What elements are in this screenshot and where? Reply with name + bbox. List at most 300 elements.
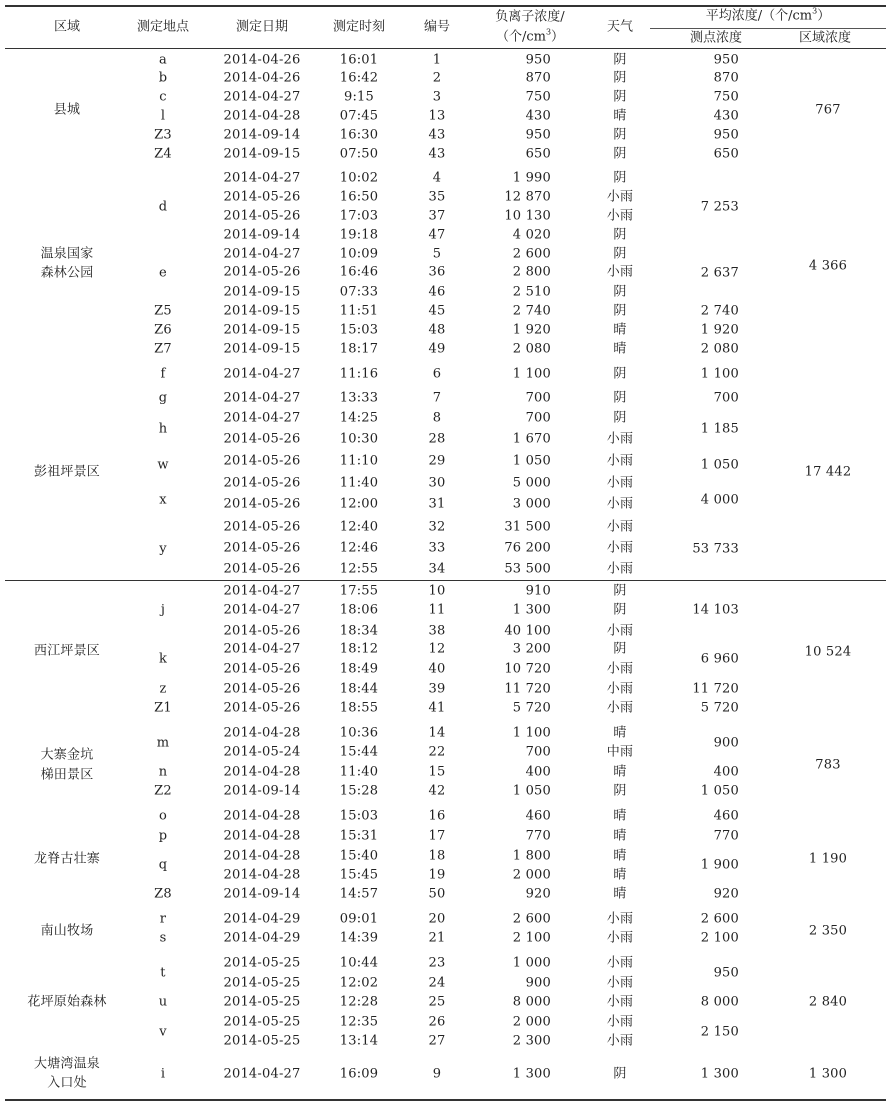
site-label: x xyxy=(159,492,167,508)
site-average: 7 253 xyxy=(700,199,739,215)
measurement-date: 2014-09-15 xyxy=(223,322,301,338)
measurement-time: 18:17 xyxy=(339,341,379,357)
measurement-date: 2014-04-27 xyxy=(223,89,301,105)
weather-cell: 晴 xyxy=(613,725,627,741)
table-top-rule xyxy=(5,5,886,7)
site-average: 920 xyxy=(713,886,739,902)
measurement-time: 16:01 xyxy=(339,52,379,68)
site-average: 460 xyxy=(713,808,739,824)
measurement-date: 2014-04-29 xyxy=(223,930,301,946)
measurement-date: 2014-04-28 xyxy=(223,808,301,824)
header-site-average: 测点浓度 xyxy=(689,30,743,46)
site-average: 2 100 xyxy=(700,930,739,946)
header-concentration-line1: 负离子浓度/ xyxy=(495,9,565,25)
weather-cell: 阴 xyxy=(613,127,627,143)
site-label: v xyxy=(159,1024,167,1040)
measurement-time: 10:02 xyxy=(339,170,379,186)
ion-concentration: 950 xyxy=(525,52,551,68)
weather-cell: 小雨 xyxy=(606,700,634,716)
measurement-time: 11:40 xyxy=(339,475,379,491)
weather-cell: 阴 xyxy=(613,246,627,262)
site-average: 8 000 xyxy=(700,994,739,1010)
measurement-time: 12:02 xyxy=(339,975,379,991)
site-average: 950 xyxy=(713,965,739,981)
ion-concentration: 1 920 xyxy=(512,322,551,338)
measurement-date: 2014-05-26 xyxy=(223,264,301,280)
measurement-time: 18:55 xyxy=(339,700,379,716)
sample-number: 47 xyxy=(428,227,446,243)
weather-cell: 小雨 xyxy=(606,1033,634,1049)
site-label: Z8 xyxy=(154,886,172,902)
site-label: o xyxy=(158,808,168,824)
ion-concentration: 1 990 xyxy=(512,170,551,186)
weather-cell: 晴 xyxy=(613,341,627,357)
site-average: 1 185 xyxy=(700,421,739,437)
weather-cell: 晴 xyxy=(613,322,627,338)
region-average: 767 xyxy=(815,102,841,118)
header-time: 测定时刻 xyxy=(332,19,386,35)
sample-number: 7 xyxy=(432,390,442,406)
region-name: 森林公园 xyxy=(40,265,94,281)
site-average: 53 733 xyxy=(692,541,739,557)
ion-concentration: 10 720 xyxy=(504,661,551,677)
sample-number: 20 xyxy=(428,911,446,927)
site-label: l xyxy=(160,108,166,124)
measurement-time: 16:50 xyxy=(339,189,379,205)
region-average: 10 524 xyxy=(804,644,852,660)
site-average: 5 720 xyxy=(700,700,739,716)
sample-number: 14 xyxy=(428,725,446,741)
measurement-time: 12:40 xyxy=(339,519,379,535)
weather-cell: 小雨 xyxy=(606,1014,634,1030)
site-label: c xyxy=(159,89,167,105)
measurement-time: 11:10 xyxy=(339,453,379,469)
measurement-time: 14:57 xyxy=(339,886,379,902)
measurement-date: 2014-05-24 xyxy=(223,744,301,760)
measurement-date: 2014-05-26 xyxy=(223,623,301,639)
measurement-date: 2014-09-15 xyxy=(223,341,301,357)
sample-number: 22 xyxy=(428,744,446,760)
weather-cell: 阴 xyxy=(613,170,627,186)
sample-number: 18 xyxy=(428,848,446,864)
sample-number: 3 xyxy=(432,89,442,105)
measurement-date: 2014-04-26 xyxy=(223,52,301,68)
measurement-time: 16:09 xyxy=(339,1066,379,1082)
measurement-time: 15:28 xyxy=(339,783,379,799)
region-name: 南山牧场 xyxy=(40,923,94,939)
sample-number: 40 xyxy=(428,661,446,677)
measurement-date: 2014-05-25 xyxy=(223,994,301,1010)
sample-number: 37 xyxy=(428,208,446,224)
ion-concentration: 2 000 xyxy=(512,1014,551,1030)
region-average: 2 840 xyxy=(808,994,848,1010)
measurement-date: 2014-04-28 xyxy=(223,108,301,124)
ion-concentration: 1 050 xyxy=(512,453,551,469)
section-divider-rule xyxy=(5,580,886,581)
measurement-time: 16:42 xyxy=(339,70,379,86)
sample-number: 31 xyxy=(428,496,446,512)
region-average: 783 xyxy=(815,757,841,773)
ion-concentration: 2 600 xyxy=(512,246,551,262)
sample-number: 12 xyxy=(428,641,446,657)
measurement-time: 10:44 xyxy=(339,955,379,971)
site-average: 750 xyxy=(713,89,739,105)
site-average: 2 637 xyxy=(700,265,739,281)
sample-number: 10 xyxy=(428,583,446,599)
weather-cell: 中雨 xyxy=(606,744,634,760)
header-site: 测定地点 xyxy=(136,19,190,35)
weather-cell: 小雨 xyxy=(606,453,634,469)
measurement-time: 10:30 xyxy=(339,431,379,447)
measurement-time: 07:33 xyxy=(339,284,379,300)
measurement-date: 2014-04-27 xyxy=(223,170,301,186)
sample-number: 16 xyxy=(428,808,446,824)
ion-concentration: 950 xyxy=(525,127,551,143)
measurement-date: 2014-05-26 xyxy=(223,189,301,205)
ion-concentration: 1 670 xyxy=(512,431,551,447)
site-average: 1 050 xyxy=(700,783,739,799)
measurement-time: 12:35 xyxy=(339,1014,379,1030)
sample-number: 4 xyxy=(432,170,442,186)
site-average: 770 xyxy=(713,828,739,844)
measurement-time: 15:45 xyxy=(339,867,379,883)
region-average: 4 366 xyxy=(808,258,848,274)
header-date: 测定日期 xyxy=(235,19,289,35)
site-label: p xyxy=(158,828,168,844)
measurement-time: 18:49 xyxy=(339,661,379,677)
ion-concentration: 1 100 xyxy=(512,366,551,382)
weather-cell: 小雨 xyxy=(606,623,634,639)
sample-number: 46 xyxy=(428,284,446,300)
site-label: y xyxy=(159,541,167,557)
sample-number: 30 xyxy=(428,475,446,491)
site-average: 2 740 xyxy=(700,303,739,319)
measurement-date: 2014-05-26 xyxy=(223,561,301,577)
sample-number: 29 xyxy=(428,453,446,469)
measurement-time: 18:34 xyxy=(339,623,379,639)
measurement-date: 2014-09-15 xyxy=(223,284,301,300)
measurement-date: 2014-04-27 xyxy=(223,583,301,599)
weather-cell: 阴 xyxy=(613,52,627,68)
measurement-date: 2014-04-27 xyxy=(223,410,301,426)
ion-concentration: 8 000 xyxy=(512,994,551,1010)
sample-number: 41 xyxy=(428,700,446,716)
sample-number: 5 xyxy=(432,246,442,262)
sample-number: 49 xyxy=(428,341,446,357)
ion-concentration: 2 600 xyxy=(512,911,551,927)
site-average: 870 xyxy=(713,70,739,86)
weather-cell: 阴 xyxy=(613,1066,627,1082)
ion-concentration: 700 xyxy=(525,390,551,406)
weather-cell: 阴 xyxy=(613,390,627,406)
sample-number: 36 xyxy=(428,264,446,280)
measurement-date: 2014-05-26 xyxy=(223,208,301,224)
measurement-date: 2014-05-25 xyxy=(223,975,301,991)
region-name: 花坪原始森林 xyxy=(27,994,107,1010)
weather-cell: 阴 xyxy=(613,89,627,105)
weather-cell: 小雨 xyxy=(606,911,634,927)
site-average: 2 080 xyxy=(700,341,739,357)
sample-number: 13 xyxy=(428,108,446,124)
measurement-time: 14:39 xyxy=(339,930,379,946)
ion-concentration: 2 510 xyxy=(512,284,551,300)
site-average: 14 103 xyxy=(692,602,739,618)
sample-number: 15 xyxy=(428,764,446,780)
measurement-date: 2014-09-14 xyxy=(223,127,301,143)
measurement-time: 16:46 xyxy=(339,264,379,280)
weather-cell: 阴 xyxy=(613,227,627,243)
region-name: 县城 xyxy=(53,102,81,118)
site-average: 950 xyxy=(713,52,739,68)
sample-number: 38 xyxy=(428,623,446,639)
region-average: 17 442 xyxy=(804,464,852,480)
ion-concentration: 750 xyxy=(525,89,551,105)
measurement-date: 2014-05-26 xyxy=(223,700,301,716)
sample-number: 45 xyxy=(428,303,446,319)
ion-concentration: 4 020 xyxy=(512,227,551,243)
measurement-time: 18:12 xyxy=(339,641,379,657)
ion-concentration: 700 xyxy=(525,410,551,426)
sample-number: 21 xyxy=(428,930,446,946)
measurement-date: 2014-04-27 xyxy=(223,366,301,382)
ion-concentration: 920 xyxy=(525,886,551,902)
measurement-time: 13:33 xyxy=(339,390,379,406)
site-label: Z7 xyxy=(154,341,172,357)
measurement-time: 16:30 xyxy=(339,127,379,143)
site-label: h xyxy=(158,421,168,437)
site-average: 900 xyxy=(713,735,739,751)
header-region: 区域 xyxy=(53,19,81,35)
site-average: 1 100 xyxy=(700,366,739,382)
header-id: 编号 xyxy=(423,19,451,35)
measurement-date: 2014-05-26 xyxy=(223,453,301,469)
ion-concentration: 650 xyxy=(525,146,551,162)
measurement-date: 2014-05-25 xyxy=(223,1014,301,1030)
weather-cell: 阴 xyxy=(613,366,627,382)
weather-cell: 小雨 xyxy=(606,975,634,991)
ion-concentration: 11 720 xyxy=(504,681,551,697)
measurement-time: 15:44 xyxy=(339,744,379,760)
site-average: 950 xyxy=(713,127,739,143)
ion-concentration: 5 720 xyxy=(512,700,551,716)
sample-number: 35 xyxy=(428,189,446,205)
measurement-date: 2014-09-14 xyxy=(223,783,301,799)
ion-concentration: 53 500 xyxy=(504,561,551,577)
ion-concentration: 460 xyxy=(525,808,551,824)
sample-number: 50 xyxy=(428,886,446,902)
region-average: 1 190 xyxy=(808,851,848,867)
site-label: Z6 xyxy=(154,322,172,338)
measurement-time: 9:15 xyxy=(344,89,374,105)
site-label: j xyxy=(160,602,166,618)
weather-cell: 小雨 xyxy=(606,661,634,677)
sample-number: 48 xyxy=(428,322,446,338)
site-average: 1 920 xyxy=(700,322,739,338)
measurement-date: 2014-04-28 xyxy=(223,828,301,844)
weather-cell: 阴 xyxy=(613,70,627,86)
weather-cell: 阴 xyxy=(613,783,627,799)
ion-concentration: 870 xyxy=(525,70,551,86)
ion-concentration: 1 050 xyxy=(512,783,551,799)
table-bottom-rule xyxy=(5,1099,886,1101)
measurement-date: 2014-05-26 xyxy=(223,519,301,535)
ion-concentration: 40 100 xyxy=(504,623,551,639)
measurement-date: 2014-05-26 xyxy=(223,496,301,512)
site-label: u xyxy=(158,994,168,1010)
measurement-time: 11:51 xyxy=(339,303,379,319)
site-average: 1 900 xyxy=(700,857,739,873)
measurement-time: 19:18 xyxy=(339,227,379,243)
site-label: i xyxy=(160,1066,166,1082)
measurement-time: 10:09 xyxy=(339,246,379,262)
header-bottom-rule xyxy=(5,48,886,49)
measurement-date: 2014-05-26 xyxy=(223,661,301,677)
measurement-date: 2014-09-14 xyxy=(223,886,301,902)
site-label: w xyxy=(157,457,169,473)
region-name: 大塘湾温泉 xyxy=(33,1056,101,1072)
measurement-time: 11:40 xyxy=(339,764,379,780)
sample-number: 2 xyxy=(432,70,442,86)
measurement-date: 2014-04-27 xyxy=(223,390,301,406)
measurement-date: 2014-04-27 xyxy=(223,246,301,262)
weather-cell: 晴 xyxy=(613,828,627,844)
measurement-date: 2014-09-15 xyxy=(223,146,301,162)
measurement-date: 2014-04-28 xyxy=(223,848,301,864)
site-average: 700 xyxy=(713,390,739,406)
measurement-date: 2014-05-26 xyxy=(223,431,301,447)
site-label: f xyxy=(160,366,166,382)
site-label: Z1 xyxy=(154,700,172,716)
sample-number: 17 xyxy=(428,828,446,844)
site-label: z xyxy=(159,681,167,697)
site-label: e xyxy=(159,265,167,281)
ion-concentration: 5 000 xyxy=(512,475,551,491)
weather-cell: 小雨 xyxy=(606,519,634,535)
weather-cell: 阴 xyxy=(613,583,627,599)
ion-concentration: 76 200 xyxy=(504,540,551,556)
site-average: 6 960 xyxy=(700,651,739,667)
site-average: 430 xyxy=(713,108,739,124)
sample-number: 33 xyxy=(428,540,446,556)
ion-concentration: 10 130 xyxy=(504,208,551,224)
site-average: 650 xyxy=(713,146,739,162)
sample-number: 19 xyxy=(428,867,446,883)
measurement-date: 2014-05-25 xyxy=(223,955,301,971)
ion-concentration: 430 xyxy=(525,108,551,124)
measurement-time: 10:36 xyxy=(339,725,379,741)
weather-cell: 阴 xyxy=(613,303,627,319)
measurement-time: 07:50 xyxy=(339,146,379,162)
sample-number: 1 xyxy=(432,52,442,68)
site-label: d xyxy=(158,199,168,215)
header-concentration-line2: （个$/cm^3$） xyxy=(495,27,565,45)
region-name: 梯田景区 xyxy=(40,767,94,783)
ion-concentration: 3 000 xyxy=(512,496,551,512)
sample-number: 24 xyxy=(428,975,446,991)
weather-cell: 阴 xyxy=(613,410,627,426)
measurement-date: 2014-09-14 xyxy=(223,227,301,243)
ion-concentration: 2 100 xyxy=(512,930,551,946)
measurement-time: 11:16 xyxy=(339,366,379,382)
region-name: 大寨金坑 xyxy=(40,747,94,763)
measurement-time: 12:00 xyxy=(339,496,379,512)
header-region-average: 区域浓度 xyxy=(798,30,852,46)
site-average: 4 000 xyxy=(700,492,739,508)
weather-cell: 小雨 xyxy=(606,955,634,971)
header-weather: 天气 xyxy=(606,19,634,35)
measurement-date: 2014-04-27 xyxy=(223,641,301,657)
weather-cell: 小雨 xyxy=(606,994,634,1010)
sample-number: 25 xyxy=(428,994,446,1010)
measurement-date: 2014-04-27 xyxy=(223,602,301,618)
avg-header-subrule xyxy=(650,28,886,29)
region-name: 西江坪景区 xyxy=(33,643,101,659)
region-name: 温泉国家 xyxy=(40,246,94,262)
measurement-time: 17:03 xyxy=(339,208,379,224)
measurement-time: 09:01 xyxy=(339,911,379,927)
region-average: 1 300 xyxy=(808,1066,848,1082)
measurement-time: 14:25 xyxy=(339,410,379,426)
site-label: m xyxy=(156,735,170,751)
site-label: g xyxy=(158,390,168,406)
site-average: 1 300 xyxy=(700,1066,739,1082)
weather-cell: 晴 xyxy=(613,808,627,824)
sample-number: 39 xyxy=(428,681,446,697)
ion-concentration: 400 xyxy=(525,764,551,780)
sample-number: 11 xyxy=(428,602,446,618)
measurement-time: 18:06 xyxy=(339,602,379,618)
ion-concentration: 770 xyxy=(525,828,551,844)
sample-number: 43 xyxy=(428,127,446,143)
measurement-date: 2014-04-28 xyxy=(223,764,301,780)
ion-concentration: 1 000 xyxy=(512,955,551,971)
site-label: Z4 xyxy=(154,146,172,162)
site-label: n xyxy=(158,764,168,780)
ion-concentration: 3 200 xyxy=(512,641,551,657)
weather-cell: 晴 xyxy=(613,867,627,883)
site-label: r xyxy=(159,911,167,927)
region-average: 2 350 xyxy=(808,923,848,939)
weather-cell: 小雨 xyxy=(606,189,634,205)
measurement-time: 15:03 xyxy=(339,322,379,338)
sample-number: 43 xyxy=(428,146,446,162)
site-average: 11 720 xyxy=(692,681,739,697)
measurement-time: 15:31 xyxy=(339,828,379,844)
sample-number: 32 xyxy=(428,519,446,535)
site-average: 400 xyxy=(713,764,739,780)
measurement-date: 2014-05-25 xyxy=(223,1033,301,1049)
measurement-time: 12:28 xyxy=(339,994,379,1010)
weather-cell: 小雨 xyxy=(606,264,634,280)
measurement-time: 12:46 xyxy=(339,540,379,556)
measurement-date: 2014-04-29 xyxy=(223,911,301,927)
measurement-time: 18:44 xyxy=(339,681,379,697)
ion-concentration: 2 000 xyxy=(512,867,551,883)
weather-cell: 小雨 xyxy=(606,561,634,577)
site-label: Z2 xyxy=(154,783,172,799)
measurement-date: 2014-05-26 xyxy=(223,540,301,556)
sample-number: 9 xyxy=(432,1066,442,1082)
ion-concentration: 2 740 xyxy=(512,303,551,319)
site-label: k xyxy=(158,651,168,667)
site-average: 2 600 xyxy=(700,911,739,927)
ion-concentration: 1 300 xyxy=(512,1066,551,1082)
measurement-time: 13:14 xyxy=(339,1033,379,1049)
measurement-time: 12:55 xyxy=(339,561,379,577)
measurement-date: 2014-04-26 xyxy=(223,70,301,86)
ion-concentration: 700 xyxy=(525,744,551,760)
sample-number: 27 xyxy=(428,1033,446,1049)
